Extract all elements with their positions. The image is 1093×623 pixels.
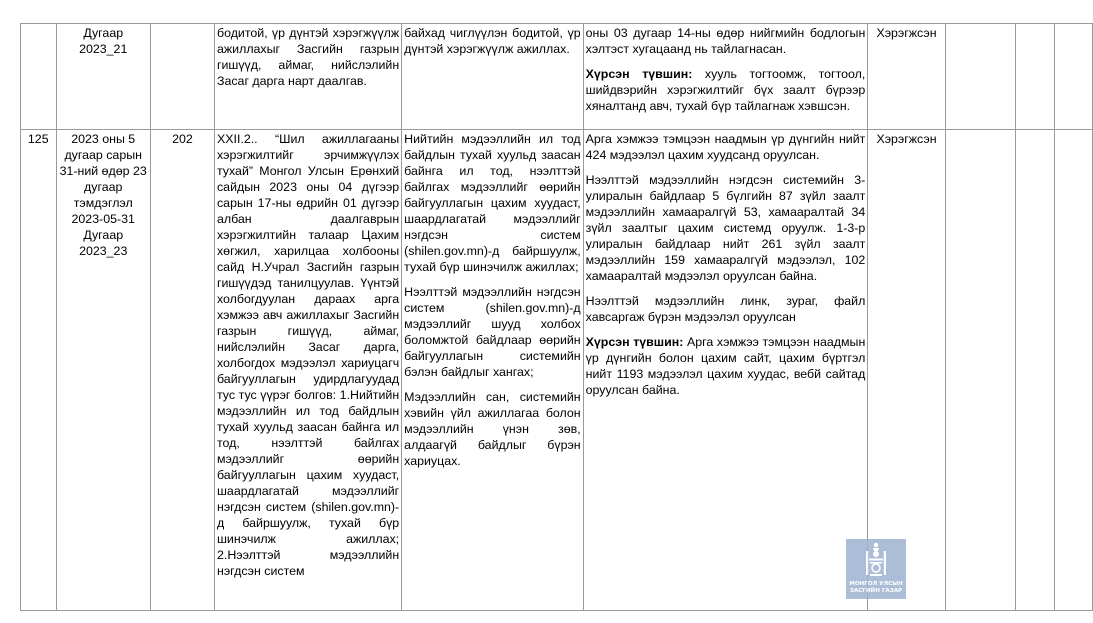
result-text: хууль тогтоомж, тогтоол, шийдвэрийн хэрэгжилтийг бүх заалт бүрээр хяналтанд авч, тухай бүр тайлагнаж хэвшсэн.: [585, 67, 866, 113]
measure-paragraph: Мэдээллийн сан, системийн хэвийн үйл ажиллагаа болон мэдээллийн үнэн зөв, алдаагүй байдлыг бүрэн хариуцах.: [404, 390, 581, 468]
actions-taken: [583, 24, 868, 130]
planned-measures: [402, 130, 583, 611]
government-seal-logo: [846, 539, 906, 599]
item-code: 202: [150, 130, 214, 611]
seal-caption-line2: ЗАСГИЙН ГАЗАР: [849, 588, 903, 594]
soyombo-emblem-icon: [846, 539, 906, 581]
row-number: 125: [21, 130, 57, 611]
action-paragraph: Нээлттэй мэдээллийн линк, зураг, файл хавсаргаж бүрэн мэдээлэл оруулсан: [585, 294, 866, 324]
measure-paragraph: Нээлттэй мэдээллийн нэгдсэн систем (shilen.gov.mn)-д мэдээллийг шууд холбох боломжтой байдлаар өөрийн байгууллагын системийн бэлэн байдлыг хангах;: [404, 285, 581, 379]
task-description: [214, 130, 401, 611]
actions-taken: [583, 130, 868, 611]
document-reference: 2023 оны 5 дугаар сарын 31-ний өдөр 23 дугаар тэмдэглэл 2023-05-31 Дугаар 2023_23: [56, 130, 150, 611]
resolution-report-table: [20, 23, 1093, 611]
result-label: Хүрсэн түвшин:: [585, 335, 684, 349]
task-paragraph: XXII.2.. “Шил ажиллагааны хэрэгжилтийг эрчимжүүлэх тухай” Монгол Улсын Ерөнхий сайдын 2023 оны 04 дүгээр сарын 17-ны өдрийн 01 дүгээр албан даалгаврын хэрэгжилтийн талаар Цахим хөгжил, харилцаа холбооны сайд Н.Учрал Засгийн газрын гишүүдэд танилцуулав. Үүнтэй холбогдуулан дараах арга хэмжээ авч ажиллахыг Засгийн газрын гишүүд, аймаг, нийслэлийн Засаг дарга, холбогдох мэдээлэл хариуцагч байгууллагын удирдлагуудад тус тус үүрэг болгов: 1.Нийтийн мэдээллийн ил тод байдлын тухай хуульд заасан байнга ил тод, нээлттэй байлгах мэдээллийг өөрийн байгууллагын цахим хуудаст, шаардлагатай мэдээллийг нэгдсэн систем (shilen.gov.mn)-д байршуулж, тухай бүр шинэчилж ажиллах; 2.Нээлттэй мэдээллийн нэгдсэн систем: [216, 132, 400, 578]
table-row: [21, 130, 1093, 611]
result-paragraph: [586, 66, 866, 114]
document-reference: Дугаар 2023_21: [56, 24, 150, 130]
seal-caption-line1: МОНГОЛ УЛСЫН: [849, 581, 903, 587]
action-paragraph: Нээлттэй мэдээллийн нэгдсэн системийн 3-улиралын байдлаар 5 бүлгийн 87 зүйл заалт мэдээллийн хамааралгүй 53, хамааралтай 34 зүйл заалтыг цахим системд оруулж. 1-3-р улиралын байдлаар нийт 261 зүйл заалт мэдээллийн 159 хамааралгүй мэдээлэл, 102 хамааралтай мэдээлэл оруулсан байна.: [585, 173, 866, 283]
action-paragraph: Арга хэмжээ тэмцээн наадмын үр дүнгийн нийт 424 мэдээлэл цахим хуудсанд оруулсан.: [585, 132, 866, 162]
table-row: [21, 24, 1093, 130]
result-paragraph: [586, 334, 866, 398]
planned-measures: [402, 24, 583, 130]
empty-cell: [1016, 24, 1054, 130]
empty-cell: [1054, 24, 1092, 130]
result-label: Хүрсэн түвшин:: [585, 67, 693, 81]
result-text: Арга хэмжээ тэмцээн наадмын үр дүнгийн болон цахим сайт, цахим бүртгэл нийт 1193 мэдээлэл цахим хуудас, вебй сайтад оруулсан байна.: [585, 335, 866, 397]
task-paragraph: бодитой, үр дүнтэй хэрэгжүүлж ажиллахыг Засгийн газрын гишүүд, аймаг, нийслэлийн Засаг дарга нарт даалгав.: [216, 26, 400, 88]
task-description: [214, 24, 401, 130]
empty-cell: [1054, 130, 1092, 611]
row-number: [21, 24, 57, 130]
action-paragraph: оны 03 дугаар 14-ны өдөр нийгмийн бодлогын хэлтэст хугацаанд нь тайлагнасан.: [585, 26, 866, 56]
measure-paragraph: Нийтийн мэдээллийн ил тод байдлын тухай хуульд заасан байнга ил тод, нээлттэй байлгах мэдээллийг өөрийн байгууллагын цахим хуудаст, шаардлагатай мэдээллийг нэгдсэн систем (shilen.gov.mn)-д байршуулж, тухай бүр шинэчилж ажиллах;: [404, 132, 581, 274]
status-cell: Хэрэгжсэн: [868, 24, 945, 130]
empty-cell: [945, 24, 1016, 130]
empty-cell: [1016, 130, 1054, 611]
empty-cell: [945, 130, 1016, 611]
status-cell: Хэрэгжсэн: [868, 130, 945, 611]
measure-paragraph: байхад чиглүүлэн бодитой, үр дүнтэй хэрэгжүүлж ажиллах.: [404, 26, 581, 56]
item-code: [150, 24, 214, 130]
